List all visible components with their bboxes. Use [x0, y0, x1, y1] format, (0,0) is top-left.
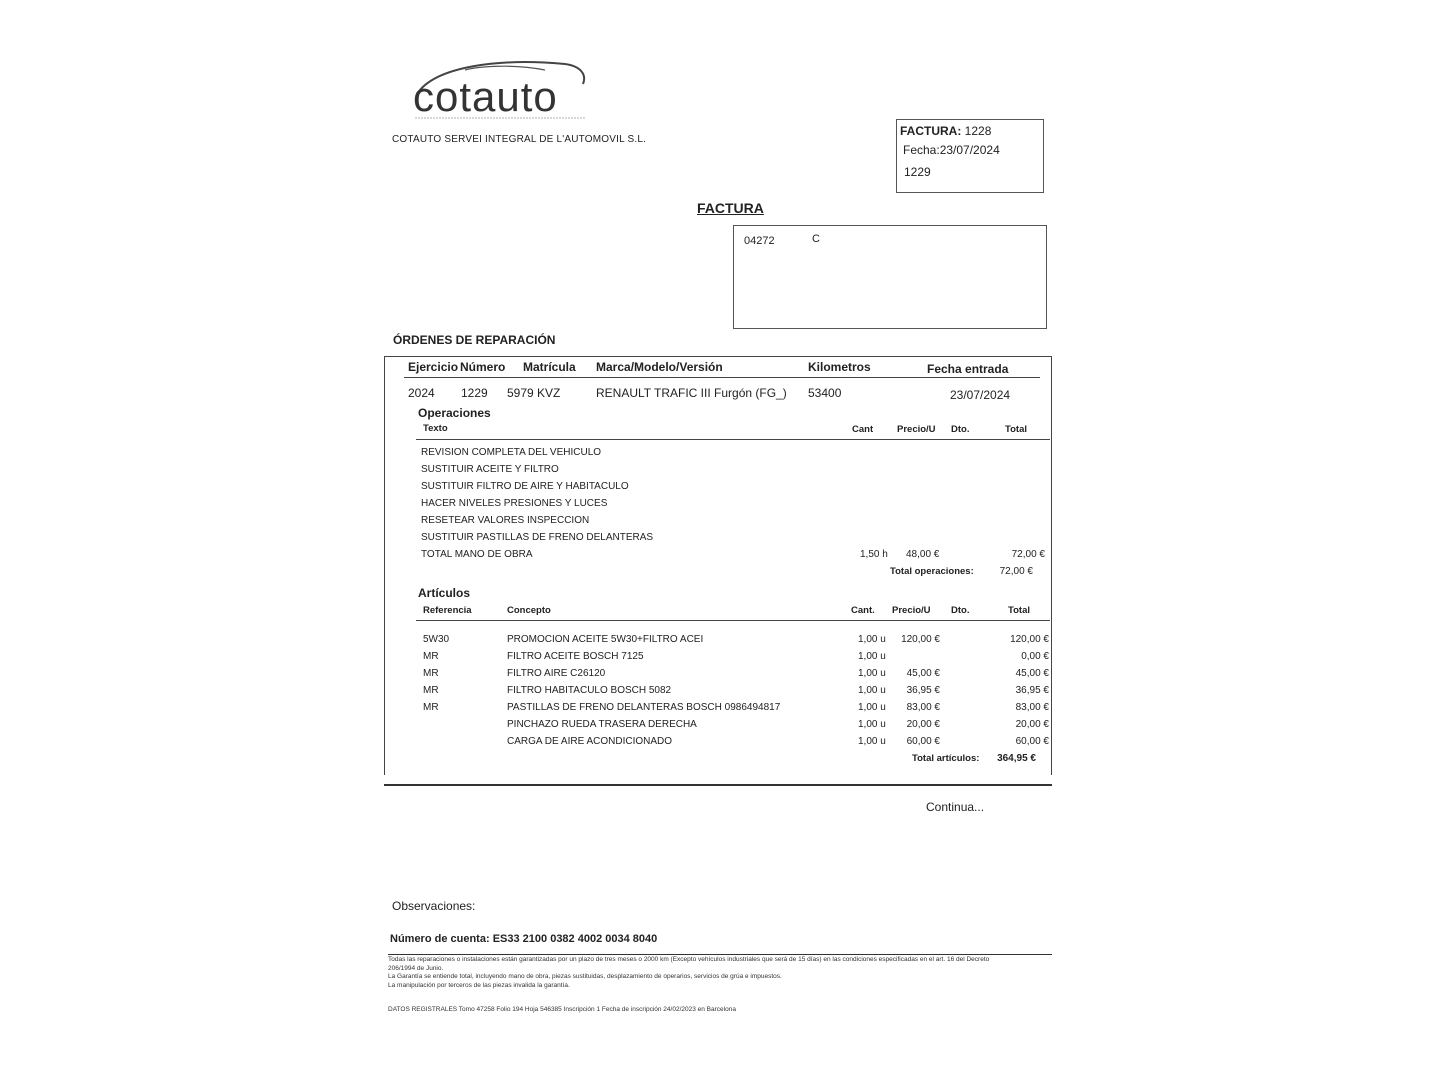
article-cant: 1,00 u: [858, 685, 886, 696]
op-col-dto: Dto.: [951, 424, 970, 435]
article-precio: 120,00 €: [901, 634, 940, 645]
article-precio: 83,00 €: [906, 702, 940, 713]
bank-account-value: ES33 2100 0382 4002 0034 8040: [492, 933, 658, 945]
article-precio: 45,00 €: [906, 668, 940, 679]
order-ref: 1229: [904, 165, 931, 179]
article-ref: MR: [423, 668, 439, 679]
art-col-dto: Dto.: [951, 605, 970, 616]
client-box: [733, 225, 1047, 329]
date-label: Fecha:: [903, 143, 940, 157]
labor-text: TOTAL MANO DE OBRA: [421, 549, 533, 560]
labor-cant: 1,50 h: [860, 549, 888, 560]
article-ref: MR: [423, 702, 439, 713]
operation-line: HACER NIVELES PRESIONES Y LUCES: [421, 498, 608, 509]
art-col-precio: Precio/U: [892, 605, 931, 616]
legal-line: La manipulación por terceros de las piezas invalida la garantía.: [388, 981, 570, 989]
article-total: 20,00 €: [1015, 719, 1049, 730]
col-fecha-entrada: Fecha entrada: [927, 362, 1009, 376]
client-code: 04272: [744, 235, 775, 247]
operations-title: Operaciones: [418, 406, 491, 420]
col-ejercicio: Ejercicio: [408, 360, 459, 374]
legal-text: [388, 956, 1048, 990]
operation-line: REVISION COMPLETA DEL VEHICULO: [421, 447, 602, 458]
article-precio: 36,95 €: [906, 685, 940, 696]
order-vehicle: RENAULT TRAFIC III Furgón (FG_): [596, 386, 787, 400]
footer-rule: [388, 954, 1052, 955]
op-col-cant: Cant: [852, 424, 874, 435]
labor-precio: 48,00 €: [906, 549, 940, 560]
document-title: FACTURA: [697, 200, 764, 216]
article-concepto: PASTILLAS DE FRENO DELANTERAS BOSCH 0986494817: [507, 702, 781, 713]
company-name: COTAUTO SERVEI INTEGRAL DE L'AUTOMOVIL S.L.: [392, 134, 647, 145]
legal-line: 206/1994 de Junio.: [388, 964, 444, 972]
operation-line: SUSTITUIR PASTILLAS DE FRENO DELANTERAS: [421, 532, 654, 543]
article-total: 0,00 €: [1021, 651, 1049, 662]
article-precio: 20,00 €: [906, 719, 940, 730]
continua-label: Continua...: [926, 800, 985, 814]
operation-line: SUSTITUIR ACEITE Y FILTRO: [421, 464, 559, 475]
op-col-texto: Texto: [423, 423, 448, 434]
frame-bottom-rule: [384, 784, 1052, 786]
col-kilometros: Kilometros: [808, 360, 871, 374]
articles-title: Artículos: [418, 586, 471, 600]
order-fecha: 23/07/2024: [950, 388, 1011, 402]
article-concepto: FILTRO AIRE C26120: [507, 668, 606, 679]
operations-total-label: Total operaciones:: [890, 566, 974, 577]
article-total: 45,00 €: [1015, 668, 1049, 679]
article-total: 83,00 €: [1015, 702, 1049, 713]
articles-header-rule: [416, 620, 1050, 621]
bank-account: [390, 933, 657, 945]
operation-line: SUSTITUIR FILTRO DE AIRE Y HABITACULO: [421, 481, 629, 492]
art-col-cant: Cant.: [851, 605, 875, 616]
op-col-precio: Precio/U: [897, 424, 936, 435]
article-concepto: PROMOCION ACEITE 5W30+FILTRO ACEI: [507, 634, 704, 645]
cotauto-logo: [405, 56, 605, 126]
order-numero: 1229: [461, 386, 488, 400]
article-total: 36,95 €: [1015, 685, 1049, 696]
registry-data: DATOS REGISTRALES Tomo 47258 Folio 194 Hoja 546385 Inscripción 1 Fecha de inscripción 24/02/2023 en Barcelona: [388, 1006, 736, 1013]
operation-line: RESETEAR VALORES INSPECCION: [421, 515, 590, 526]
col-marca: Marca/Modelo/Versión: [596, 360, 723, 374]
invoice-number: 1228: [964, 124, 992, 138]
article-cant: 1,00 u: [858, 719, 886, 730]
articles-total-value: 364,95 €: [997, 753, 1036, 764]
article-ref: MR: [423, 651, 439, 662]
labor-total: 72,00 €: [1011, 549, 1045, 560]
order-matricula: 5979 KVZ: [507, 386, 561, 400]
col-matricula: Matrícula: [523, 360, 576, 374]
legal-line: La Garantía se entiende total, incluyendo mano de obra, piezas sustituidas, desplazamiento de operarios, servicios de grúa e impuestos.: [388, 973, 782, 980]
article-cant: 1,00 u: [858, 634, 886, 645]
article-cant: 1,00 u: [858, 668, 886, 679]
article-ref: MR: [423, 685, 439, 696]
article-concepto: CARGA DE AIRE ACONDICIONADO: [507, 736, 673, 747]
art-col-total: Total: [1008, 605, 1030, 616]
art-col-ref: Referencia: [423, 605, 472, 616]
legal-line: Todas las reparaciones o instalaciones están garantizadas por un plazo de tres meses o 2000 km (Excepto vehículos industriales que será de 15 días) en las condiciones especificadas en el art. 16 del Decreto: [388, 956, 990, 963]
order-header-rule: [404, 377, 1040, 378]
article-ref: 5W30: [423, 634, 450, 645]
article-concepto: FILTRO ACEITE BOSCH 7125: [507, 651, 644, 662]
order-ejercicio: 2024: [408, 386, 435, 400]
article-total: 120,00 €: [1010, 634, 1049, 645]
order-km: 53400: [808, 386, 842, 400]
article-concepto: PINCHAZO RUEDA TRASERA DERECHA: [507, 719, 697, 730]
invoice-label: FACTURA:: [900, 124, 962, 138]
observaciones-label: Observaciones:: [392, 899, 476, 913]
invoice-date: 23/07/2024: [939, 143, 1000, 157]
invoice-info-box: [896, 119, 1044, 193]
operations-header-rule: [416, 439, 1050, 440]
operations-total-value: 72,00 €: [999, 566, 1033, 577]
article-cant: 1,00 u: [858, 702, 886, 713]
art-col-concepto: Concepto: [507, 605, 551, 616]
logo-text: cotauto: [413, 73, 558, 120]
article-concepto: FILTRO HABITACULO BOSCH 5082: [507, 685, 672, 696]
repair-orders-title: ÓRDENES DE REPARACIÓN: [393, 333, 556, 347]
article-cant: 1,00 u: [858, 736, 886, 747]
articles-total-label: Total artículos:: [912, 753, 980, 764]
bank-account-label: Número de cuenta:: [390, 933, 490, 945]
op-col-total: Total: [1005, 424, 1027, 435]
article-total: 60,00 €: [1015, 736, 1049, 747]
client-initial: C: [812, 233, 820, 245]
article-precio: 60,00 €: [906, 736, 940, 747]
col-numero: Número: [460, 360, 506, 374]
article-cant: 1,00 u: [858, 651, 886, 662]
